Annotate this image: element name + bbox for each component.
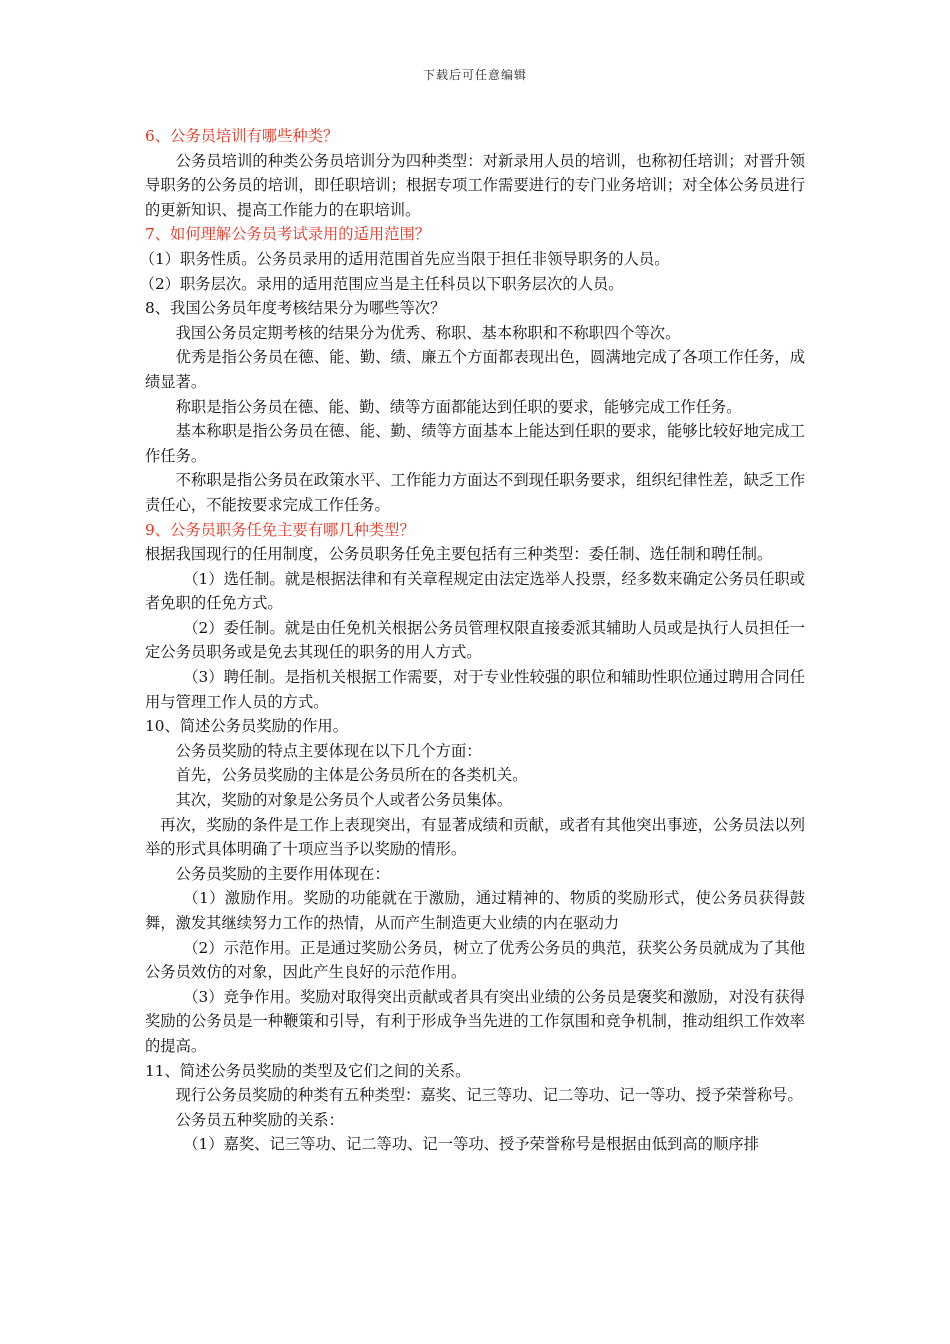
list-item: （1）职务性质。公务员录用的适用范围首先应当限于担任非领导职务的人员。: [139, 249, 670, 268]
list-item: （2）职务层次。录用的适用范围应当是主任科员以下职务层次的人员。: [139, 274, 624, 293]
body-paragraph: 称职是指公务员在德、能、勤、绩等方面都能达到任职的要求，能够完成工作任务。: [175, 397, 742, 416]
body-paragraph: 不称职是指公务员在政策水平、工作能力方面达不到现任职务要求，组织纪律性差，缺乏工作责任心，不能按要求完成工作任务。: [145, 471, 805, 514]
question-heading: 9、公务员职务任免主要有哪几种类型？: [145, 520, 415, 539]
body-paragraph: 再次，奖励的条件是工作上表现突出，有显著成绩和贡献，或者有其他突出事迹，公务员法以列举的形式具体明确了十项应当予以奖励的情形。: [145, 815, 805, 859]
body-paragraph: 其次，奖励的对象是公务员个人或者公务员集体。: [175, 791, 513, 810]
list-item: （1）激励作用。奖励的功能就在于激励，通过精神的、物质的奖励形式，使公务员获得鼓舞，激发其继续努力工作的热情，从而产生制造更大业绩的内在驱动力: [145, 889, 805, 932]
list-item: （3）聘任制。是指机关根据工作需要，对于专业性较强的职位和辅助性职位通过聘用合同任用与管理工作人员的方式。: [145, 668, 805, 711]
question-heading: 6、公务员培训有哪些种类？: [145, 127, 339, 145]
body-paragraph: 基本称职是指公务员在德、能、勤、绩等方面基本上能达到任职的要求，能够比较好地完成工作任务。: [145, 422, 805, 465]
list-item: （3）竞争作用。奖励对取得突出贡献或者具有突出业绩的公务员是褒奖和激励，对没有获得奖励的公务员是一种鞭策和引导，有利于形成争当先进的工作氛围和竞争机制，推动组织工作效率的提高。: [145, 987, 805, 1055]
question-heading: 7、如何理解公务员考试录用的适用范围？: [145, 225, 431, 244]
document-body: [139, 124, 805, 1157]
list-item: （1）选任制。就是根据法律和有关章程规定由法定选举人投票，经多数来确定公务员任职或者免职的任免方式。: [145, 569, 805, 613]
body-paragraph: 公务员培训的种类公务员培训分为四种类型：对新录用人员的培训，也称初任培训；对晋升领导职务的公务员的培训，即任职培训；根据专项工作需要进行的专门业务培训；对全体公务员进行的更新知识、提高工作能力的在职培训。: [145, 151, 805, 219]
body-paragraph: 现行公务员奖励的种类有五种类型：嘉奖、记三等功、记二等功、记一等功、授予荣誉称号。: [175, 1086, 803, 1105]
body-paragraph: 首先，公务员奖励的主体是公务员所在的各类机关。: [175, 766, 528, 785]
list-item: （1）嘉奖、记三等功、记二等功、记一等功、授予荣誉称号是根据由低到高的顺序排: [183, 1135, 759, 1154]
body-paragraph: 根据我国现行的任用制度，公务员职务任免主要包括有三种类型：委任制、选任制和聘任制。: [145, 545, 773, 564]
body-paragraph: 公务员奖励的特点主要体现在以下几个方面：: [175, 741, 482, 760]
body-paragraph: 公务员五种奖励的关系：: [175, 1110, 344, 1129]
body-paragraph: 我国公务员定期考核的结果分为优秀、称职、基本称职和不称职四个等次。: [175, 323, 681, 342]
list-item: （2）委任制。就是由任免机关根据公务员管理权限直接委派其辅助人员或是执行人员担任一定公务员职务或是免去其现任的职务的用人方式。: [145, 618, 805, 662]
list-item: （2）示范作用。正是通过奖励公务员，树立了优秀公务员的典范，获奖公务员就成为了其他公务员效仿的对象，因此产生良好的示范作用。: [145, 938, 805, 982]
question-heading: 8、我国公务员年度考核结果分为哪些等次？: [145, 299, 446, 318]
body-paragraph: 优秀是指公务员在德、能、勤、绩、廉五个方面都表现出色，圆满地完成了各项工作任务，成绩显著。: [145, 348, 805, 391]
page-header: 下载后可任意编辑: [422, 68, 527, 82]
question-heading: 10、简述公务员奖励的作用。: [145, 717, 349, 736]
question-heading: 11、简述公务员奖励的类型及它们之间的关系。: [145, 1061, 471, 1080]
body-paragraph: 公务员奖励的主要作用体现在：: [175, 864, 390, 883]
